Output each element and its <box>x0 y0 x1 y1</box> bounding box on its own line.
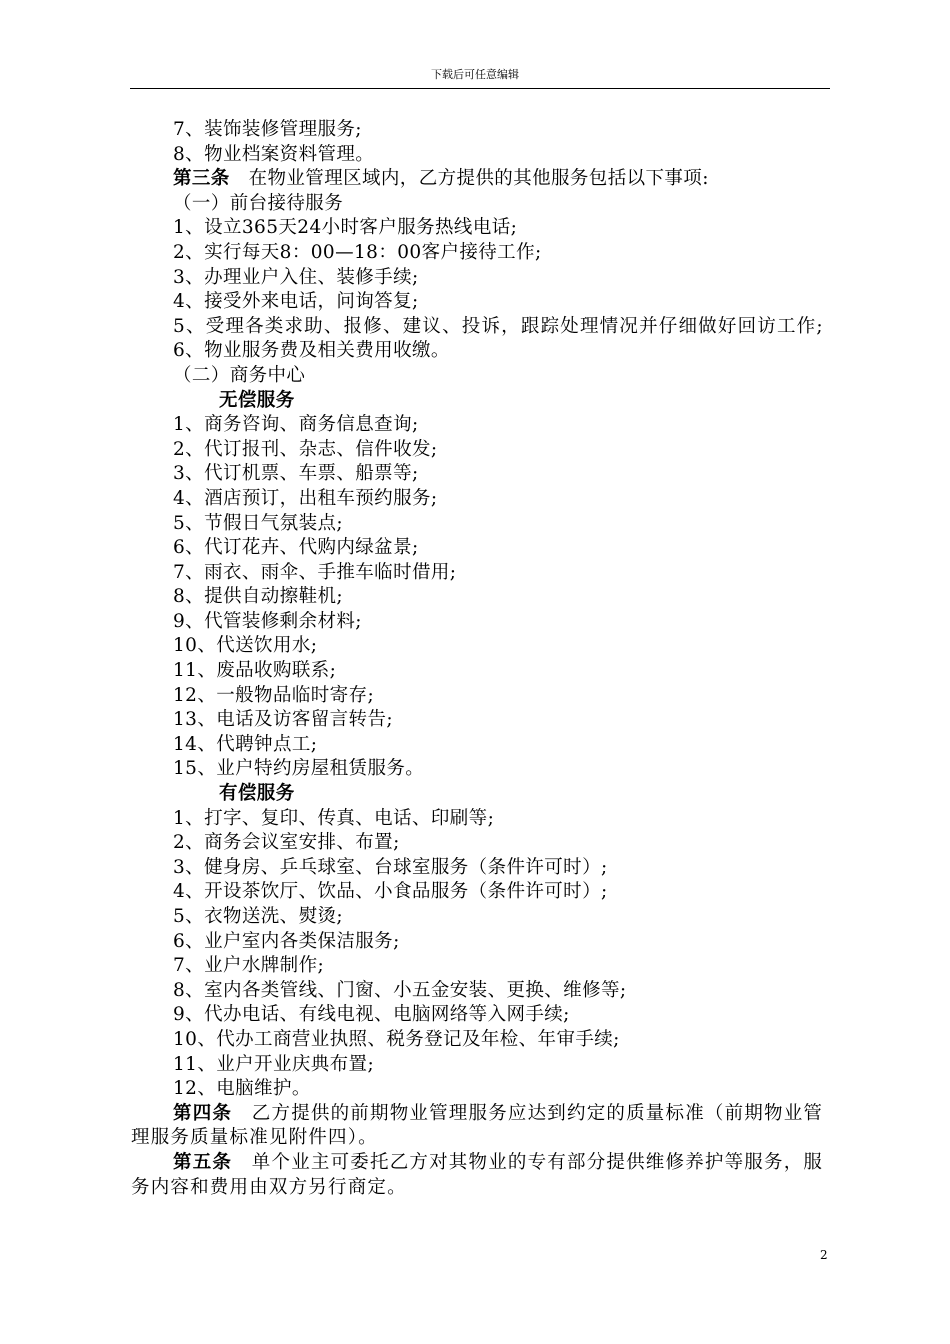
list-item: 1、打字、复印、传真、电话、印刷等; <box>173 807 495 829</box>
list-item: 11、废品收购联系; <box>173 660 337 682</box>
free-services-title: 无偿服务 <box>219 389 295 411</box>
list-item: 4、开设茶饮厅、饮品、小食品服务（条件许可时）; <box>173 881 608 903</box>
list-item: 14、代聘钟点工; <box>173 733 318 755</box>
paid-services-title: 有偿服务 <box>219 783 295 805</box>
list-item: 1、商务咨询、商务信息查询; <box>173 414 419 436</box>
list-item: 11、业户开业庆典布置; <box>173 1053 375 1075</box>
page-number: 2 <box>820 1248 828 1262</box>
list-item: 2、实行每天8：00—18：00客户接待工作; <box>173 241 542 263</box>
list-item: 8、室内各类管线、门窗、小五金安装、更换、维修等; <box>173 979 627 1001</box>
list-item: 8、物业档案资料管理。 <box>173 143 375 165</box>
list-item: 9、代办电话、有线电视、电脑网络等入网手续; <box>173 1004 570 1026</box>
page-header: 下载后可任意编辑 <box>431 68 519 81</box>
article-3-label: 第三条 <box>173 168 230 190</box>
article-4 <box>131 1102 831 1151</box>
article-4-label: 第四条 <box>173 1102 233 1124</box>
list-item: 12、一般物品临时寄存; <box>173 684 375 706</box>
list-item: 1、设立365天24小时客户服务热线电话; <box>173 217 518 239</box>
section-2-title: （二）商务中心 <box>173 364 306 386</box>
list-item: 3、健身房、乒乓球室、台球室服务（条件许可时）; <box>173 856 608 878</box>
list-item: 3、办理业户入住、装修手续; <box>173 266 419 288</box>
section-1-title: （一）前台接待服务 <box>173 192 344 214</box>
article-5 <box>131 1151 831 1200</box>
article-5-text: 单个业主可委托乙方对其物业的专有部分提供维修养护等服务，服务内容和费用由双方另行商定。 <box>131 1151 824 1198</box>
list-item: 7、业户水牌制作; <box>173 955 325 977</box>
list-item: 7、装饰装修管理服务; <box>173 119 362 140</box>
article-5-label: 第五条 <box>173 1151 233 1173</box>
list-item: 12、电脑维护。 <box>173 1078 311 1100</box>
list-item: 2、代订报刊、杂志、信件收发; <box>173 438 438 460</box>
list-item: 5、衣物送洗、熨烫; <box>173 906 344 927</box>
list-item: 4、酒店预订，出租车预约服务; <box>173 487 438 509</box>
list-item: 3、代订机票、车票、船票等; <box>173 463 419 485</box>
article-3 <box>131 167 831 192</box>
document-body <box>131 118 831 1200</box>
list-item: 5、节假日气氛装点; <box>173 512 344 534</box>
list-item: 8、提供自动擦鞋机; <box>173 586 344 608</box>
list-item: 15、业户特约房屋租赁服务。 <box>173 758 425 780</box>
list-item: 2、商务会议室安排、布置; <box>173 832 400 854</box>
article-4-text: 乙方提供的前期物业管理服务应达到约定的质量标准（前期物业管理服务质量标准见附件四）。 <box>131 1102 824 1149</box>
list-item: 10、代办工商营业执照、税务登记及年检、年审手续; <box>173 1028 620 1050</box>
list-item: 13、电话及访客留言转告; <box>173 709 393 731</box>
list-item: 4、接受外来电话，问询答复; <box>173 291 419 313</box>
list-item: 10、代送饮用水; <box>173 635 318 657</box>
list-item: 5、受理各类求助、报修、建议、投诉，跟踪处理情况并仔细做好回访工作; <box>173 315 824 337</box>
list-item: 6、业户室内各类保洁服务; <box>173 930 400 952</box>
list-item: 9、代管装修剩余材料; <box>173 610 362 632</box>
list-item: 7、雨衣、雨伞、手推车临时借用; <box>173 561 457 583</box>
list-item: 6、代订花卉、代购内绿盆景; <box>173 537 419 559</box>
header-rule <box>130 88 830 89</box>
article-3-text: 在物业管理区域内，乙方提供的其他服务包括以下事项: <box>229 168 709 190</box>
list-item: 6、物业服务费及相关费用收缴。 <box>173 340 450 362</box>
